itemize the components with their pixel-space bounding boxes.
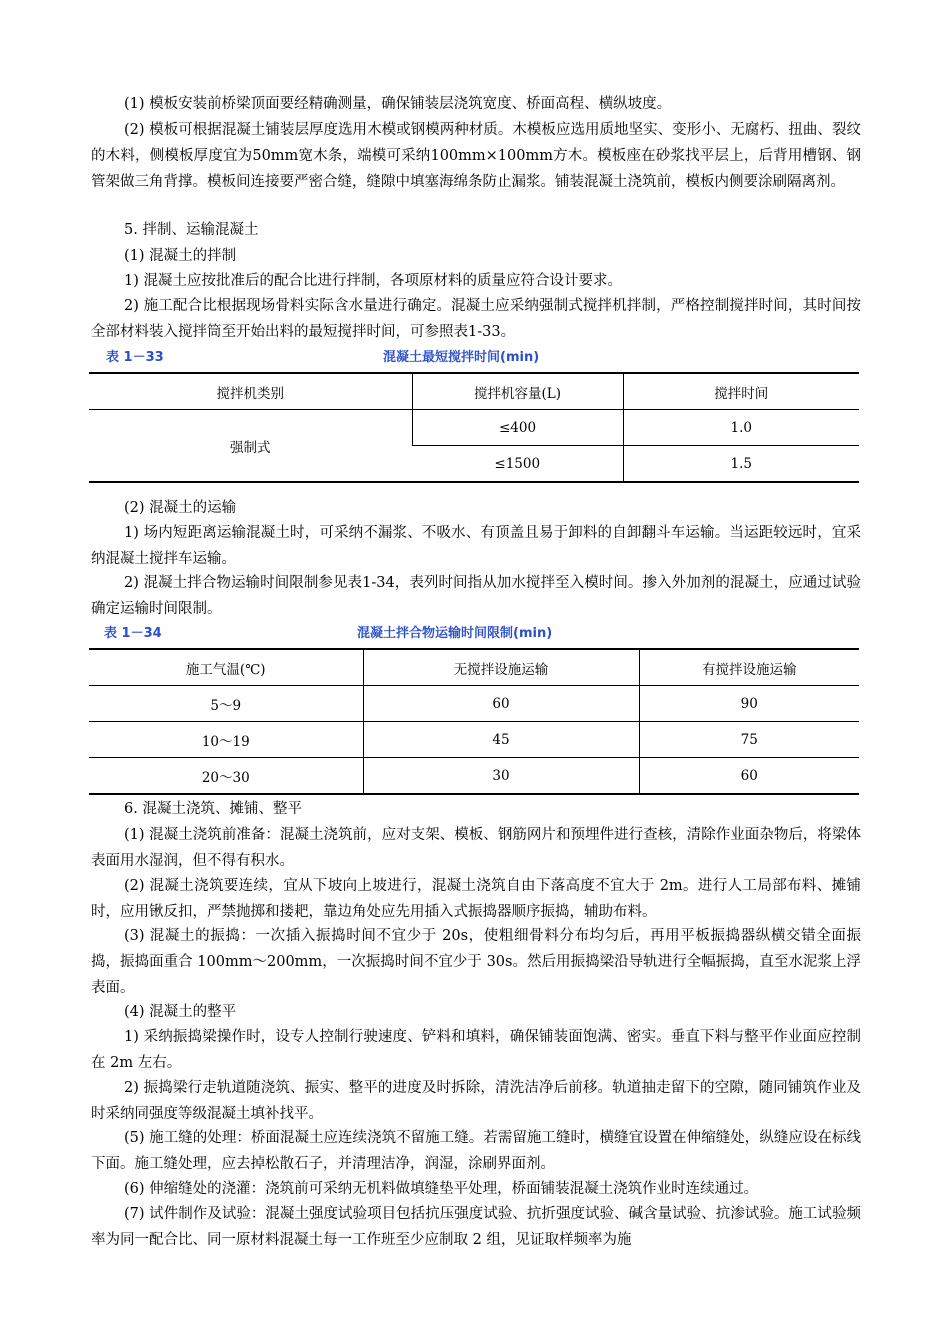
table-cell: 60 bbox=[363, 686, 639, 722]
table-row bbox=[89, 686, 859, 722]
table-caption-number: 表 1－34 bbox=[104, 626, 162, 641]
table-row bbox=[89, 410, 859, 446]
column-header: 无搅拌设施运输 bbox=[363, 649, 639, 686]
paragraph: (2) 混凝土浇筑要连续，宜从下坡向上坡进行，混凝土浇筑自由下落高度不宜大于 2m。进行人工局部布料、摊铺时，应用锹反扣，严禁抛掷和搂耙，靠边角处应先用插入式振捣器顺序振捣，辅助布料。 bbox=[91, 878, 861, 920]
table-cell: 75 bbox=[639, 722, 859, 758]
paragraph: (6) 伸缩缝处的浇灌：浇筑前可采纳无机料做填缝垫平处理，桥面铺装混凝土浇筑作业时连续通过。 bbox=[124, 1181, 759, 1197]
table-cell: 1.5 bbox=[623, 446, 859, 483]
table-cell: 5～9 bbox=[89, 686, 363, 722]
paragraph: (7) 试件制作及试验：混凝土强度试验项目包括抗压强度试验、抗折强度试验、碱含量试验、抗渗试验。施工试验频率为同一配合比、同一原材料混凝土每一工作班至少应制取 2 组，见证取样频率为施 bbox=[91, 1206, 861, 1248]
table-caption-number: 表 1－33 bbox=[106, 350, 164, 365]
table-row bbox=[89, 722, 859, 758]
table-cell: ≤1500 bbox=[412, 446, 623, 483]
table-caption-title: 混凝土拌合物运输时间限制(min) bbox=[357, 626, 553, 641]
paragraph: (2) 模板可根据混凝土铺装层厚度选用木模或钢模两种材质。木模板应选用质地坚实、变形小、无腐朽、扭曲、裂纹的木料，侧模板厚度宜为50mm宽木条，端模可采纳100mm×100mm方木。模板座在砂浆找平层上，后背用槽钢、钢管架做三角背撑。模板间连接要严密合缝，缝隙中填塞海绵条防止漏浆。铺装混凝土浇筑前，模板内侧要涂刷隔离剂。 bbox=[91, 122, 861, 190]
paragraph: 2) 混凝土拌合物运输时间限制参见表1-34，表列时间指从加水搅拌至入模时间。掺入外加剂的混凝土，应通过试验确定运输时间限制。 bbox=[91, 575, 861, 617]
paragraph: 1) 采纳振捣梁操作时，设专人控制行驶速度、铲料和填料，确保铺装面饱满、密实。垂直下料与整平作业面应控制在 2m 左右。 bbox=[91, 1029, 861, 1071]
paragraph: 2) 振捣梁行走轨道随浇筑、振实、整平的进度及时拆除，清洗洁净后前移。轨道抽走留下的空隙，随同铺筑作业及时采纳同强度等级混凝土填补找平。 bbox=[91, 1080, 861, 1122]
subsection-heading: (1) 混凝土的拌制 bbox=[124, 248, 237, 264]
paragraph: 1) 混凝土应按批准后的配合比进行拌制，各项原材料的质量应符合设计要求。 bbox=[124, 273, 622, 289]
column-header: 搅拌机类别 bbox=[89, 373, 412, 410]
table-cell: 45 bbox=[363, 722, 639, 758]
section-heading: 5. 拌制、运输混凝土 bbox=[124, 222, 259, 238]
paragraph: (1) 混凝土浇筑前准备：混凝土浇筑前，应对支架、模板、钢筋网片和预埋件进行查核，清除作业面杂物后，将梁体表面用水湿润，但不得有积水。 bbox=[91, 827, 861, 869]
column-header: 搅拌时间 bbox=[623, 373, 859, 410]
table-row bbox=[89, 758, 859, 795]
paragraph: (3) 混凝土的振捣：一次插入振捣时间不宜少于 20s，使粗细骨料分布均匀后，再用平板振捣器纵横交错全面振捣，振捣面重合 100mm～200mm，一次振捣时间不宜少于 30s。然后用振捣梁沿导轨进行全幅振捣，直至水泥浆上浮表面。 bbox=[91, 928, 861, 996]
subsection-heading: (2) 混凝土的运输 bbox=[124, 500, 237, 516]
transport-time-table bbox=[89, 648, 859, 795]
mixing-time-table bbox=[89, 372, 859, 483]
paragraph: (5) 施工缝的处理：桥面混凝土应连续浇筑不留施工缝。若需留施工缝时，横缝宜设置在伸缩缝处，纵缝应设在标线下面。施工缝处理，应去掉松散石子，并清理洁净，润湿，涂刷界面剂。 bbox=[91, 1130, 861, 1172]
table-cell: 30 bbox=[363, 758, 639, 795]
column-header: 施工气温(℃) bbox=[89, 649, 363, 686]
table-cell: 60 bbox=[639, 758, 859, 795]
table-cell: 10～19 bbox=[89, 722, 363, 758]
column-header: 有搅拌设施运输 bbox=[639, 649, 859, 686]
table-cell: ≤400 bbox=[412, 410, 623, 446]
paragraph: 1) 场内短距离运输混凝土时，可采纳不漏浆、不吸水、有顶盖且易于卸料的自卸翻斗车运输。当运距较远时，宜采纳混凝土搅拌车运输。 bbox=[91, 525, 861, 567]
column-header: 搅拌机容量(L) bbox=[412, 373, 623, 410]
paragraph: 2) 施工配合比根据现场骨料实际含水量进行确定。混凝土应采纳强制式搅拌机拌制，严格控制搅拌时间，其时间按全部材料装入搅拌筒至开始出料的最短搅拌时间，可参照表1-33。 bbox=[91, 298, 861, 340]
paragraph: (1) 模板安装前桥梁顶面要经精确测量，确保铺装层浇筑宽度、桥面高程、横纵坡度。 bbox=[124, 96, 672, 112]
subsection-heading: (4) 混凝土的整平 bbox=[124, 1004, 237, 1020]
section-heading: 6. 混凝土浇筑、摊铺、整平 bbox=[124, 801, 302, 817]
table-cell: 90 bbox=[639, 686, 859, 722]
table-cell: 20～30 bbox=[89, 758, 363, 795]
table-cell: 1.0 bbox=[623, 410, 859, 446]
table-caption-title: 混凝土最短搅拌时间(min) bbox=[383, 350, 540, 365]
mixer-category-cell: 强制式 bbox=[89, 410, 412, 483]
